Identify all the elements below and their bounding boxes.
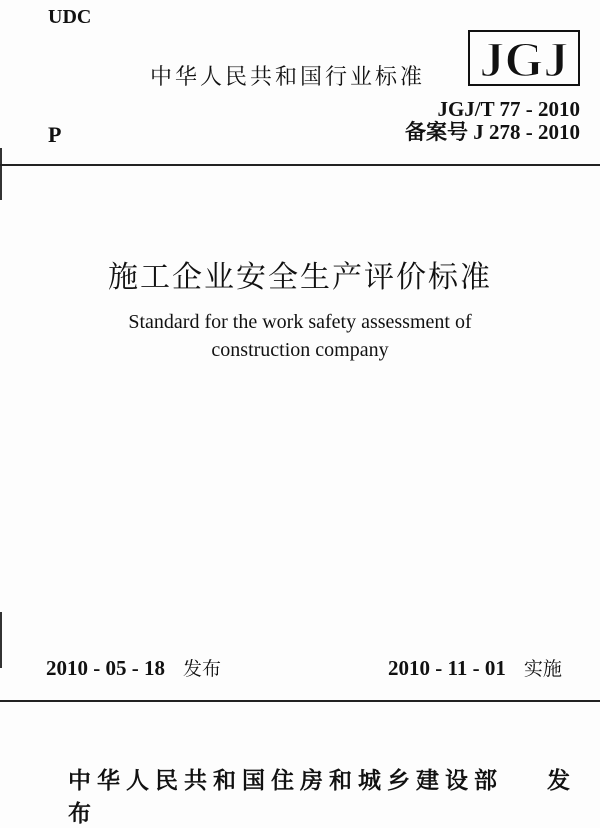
implement-date-block	[388, 654, 562, 681]
title-english-line1: Standard for the work safety assessment of	[128, 311, 472, 333]
jgj-logo-text: JGJ	[479, 31, 569, 86]
title-english-line2: construction company	[211, 339, 389, 361]
header-divider	[0, 164, 600, 166]
standard-code-block	[405, 98, 580, 144]
issuer-line	[68, 762, 600, 828]
publish-date: 2010 - 05 - 18	[46, 656, 165, 680]
implement-label: 实施	[523, 658, 562, 680]
udc-label: UDC	[48, 6, 92, 28]
left-margin-line	[0, 148, 2, 200]
title-english	[0, 308, 600, 364]
left-margin-line-lower	[0, 612, 2, 668]
footer-divider	[0, 700, 600, 702]
title-chinese: 施工企业安全生产评价标准	[108, 260, 492, 295]
publish-date-block	[46, 654, 221, 681]
jgj-logo	[468, 30, 580, 86]
implement-date: 2010 - 11 - 01	[388, 656, 506, 680]
filing-number: 备案号 J 278 - 2010	[405, 120, 580, 144]
issuer-action: 发布	[68, 768, 576, 827]
industry-standard-heading: 中华人民共和国行业标准	[150, 65, 426, 90]
issuer-name: 中华人民共和国住房和城乡建设部	[68, 768, 503, 794]
category-letter: P	[48, 122, 62, 147]
publish-label: 发布	[183, 658, 222, 680]
standard-code: JGJ/T 77 - 2010	[437, 97, 580, 121]
